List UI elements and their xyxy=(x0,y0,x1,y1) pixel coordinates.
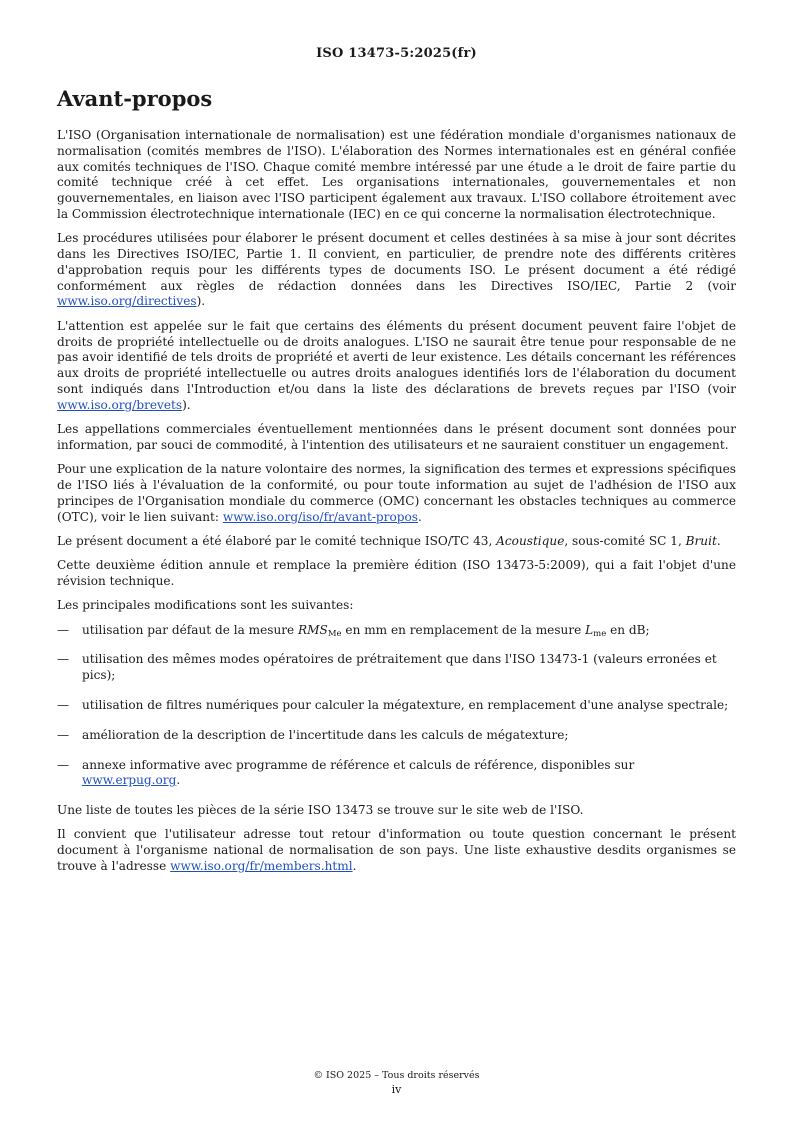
list-item: — annexe informative avec programme de référence et calculs de référence, disponibles sur www.erpug.org. xyxy=(57,757,635,788)
page-footer xyxy=(0,1069,793,1097)
link-members[interactable]: www.iso.org/fr/members.html xyxy=(170,858,353,873)
paragraph-changes-intro: Les principales modifications sont les suivantes: xyxy=(57,598,354,613)
page-number: iv xyxy=(391,1083,402,1096)
paragraph-voluntary-nature: Pour une explication de la nature volontaire des normes, la signification des termes et expressions spécifiques de l'ISO liés à l'évaluation de la conformité, ou pour toute information au sujet de l'adhésion de l'ISO aux principes de l'Organisation mondiale du commerce (OMC) concernant les obstacles techniques au commerce (OTC), voir le lien suivant: www.iso.org/iso/fr/avant-propos. xyxy=(57,462,736,524)
paragraph-series-list: Une liste de toutes les pièces de la série ISO 13473 se trouve sur le site web de l'ISO. xyxy=(57,803,584,818)
document-id-header: ISO 13473-5:2025(fr) xyxy=(316,46,477,61)
paragraph-feedback: Il convient que l'utilisateur adresse tout retour d'information ou toute question concernant le présent document à l'organisme national de normalisation de son pays. Une liste exhaustive desdits organismes se trouve à l'adresse www.iso.org/fr/members.html. xyxy=(57,827,736,873)
page-title: Avant-propos xyxy=(57,86,213,111)
link-directives[interactable]: www.iso.org/directives xyxy=(57,294,197,309)
list-item: — utilisation des mêmes modes opératoires de prétraitement que dans l'ISO 13473-1 (valeurs erronées et pics); xyxy=(57,652,717,683)
changes-list xyxy=(57,623,736,790)
foreword-body xyxy=(57,128,736,883)
paragraph-edition: Cette deuxième édition annule et remplace la première édition (ISO 13473-5:2009), qui a fait l'objet d'une révision technique. xyxy=(57,558,736,588)
link-brevets[interactable]: www.iso.org/brevets xyxy=(57,397,183,412)
paragraph-patents: L'attention est appelée sur le fait que certains des éléments du présent document peuvent faire l'objet de droits de propriété intellectuelle ou de droits analogues. L'ISO ne saurait être tenue pour responsable de ne pas avoir identifié de tels droits de propriété et averti de leur existence. Les détails concernant les références aux droits de propriété intellectuelle ou autres droits analogues identifiés lors de l'élaboration du document sont indiqués dans l'Introduction et/ou dans la liste des déclarations de brevets reçues par l'ISO (voir www.iso.org/brevets). xyxy=(57,318,736,412)
list-item: — amélioration de la description de l'incertitude dans les calculs de mégatexture; xyxy=(57,727,569,742)
paragraph-trade-names: Les appellations commerciales éventuellement mentionnées dans le présent document sont données pour information, par souci de commodité, à l'intention des utilisateurs et ne sauraient constituer un engagement. xyxy=(57,422,736,452)
link-erpug[interactable]: www.erpug.org xyxy=(82,773,177,788)
paragraph-iso-intro: L'ISO (Organisation internationale de normalisation) est une fédération mondiale d'organismes nationaux de normalisation (comités membres de l'ISO). L'élaboration des Normes internationales est en général confiée aux comités techniques de l'ISO. Chaque comité membre intéressé par une étude a le droit de faire partie du comité technique créé à cet effet. Les organisations internationales, gouvernementales et non gouvernementales, en liaison avec l'ISO participent également aux travaux. L'ISO collabore étroitement avec la Commission électrotechnique internationale (IEC) en ce qui concerne la normalisation électrotechnique. xyxy=(57,128,736,221)
paragraph-committee: Le présent document a été élaboré par le comité technique ISO/TC 43, Acoustique, sous-comité SC 1, Bruit. xyxy=(57,533,721,548)
list-item: — utilisation par défaut de la mesure $RMS_{Me}$ en mm en remplacement de la mesure $L_{me}$ en dB; xyxy=(57,622,650,639)
list-item: — utilisation de filtres numériques pour calculer la mégatexture, en remplacement d'une analyse spectrale; xyxy=(57,697,729,712)
link-avant-propos[interactable]: www.iso.org/iso/fr/avant-propos xyxy=(222,509,418,524)
paragraph-procedures: Les procédures utilisées pour élaborer le présent document et celles destinées à sa mise à jour sont décrites dans les Directives ISO/IEC, Partie 1. Il convient, en particulier, de prendre note des différents critères d'approbation requis pour les différents types de documents ISO. Le présent document a été rédigé conformément aux règles de rédaction données dans les Directives ISO/IEC, Partie 2 (voir www.iso.org/directives). xyxy=(57,231,736,309)
copyright-notice: © ISO 2025 – Tous droits réservés xyxy=(313,1070,480,1081)
